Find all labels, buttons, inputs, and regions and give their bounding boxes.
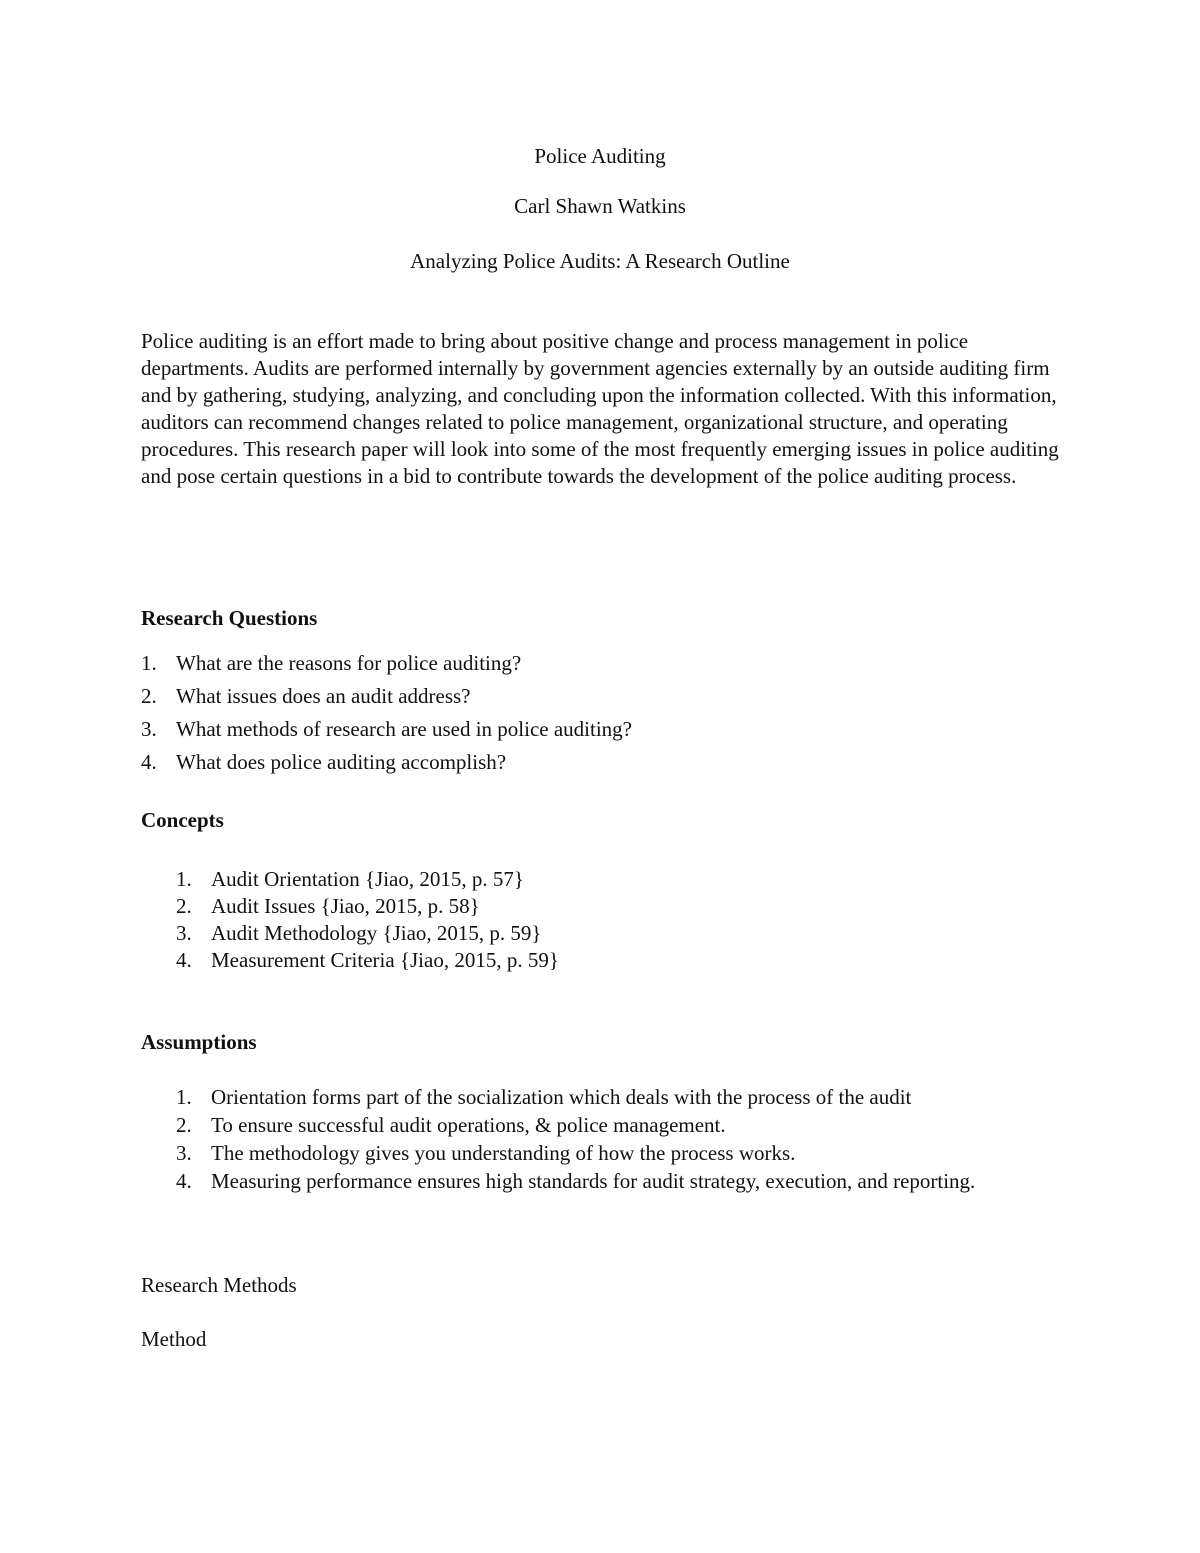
document-subtitle: Analyzing Police Audits: A Research Outline <box>410 249 790 273</box>
concepts-heading: Concepts <box>141 808 224 832</box>
method-label: Method <box>141 1327 207 1351</box>
list-item: 1. Audit Orientation {Jiao, 2015, p. 57} <box>176 867 524 891</box>
assumptions-list <box>176 1084 1016 1196</box>
list-item: 4. What does police auditing accomplish? <box>141 750 507 774</box>
research-methods-heading: Research Methods <box>141 1273 297 1297</box>
research-questions-list <box>141 650 632 782</box>
document-title: Police Auditing <box>534 144 666 168</box>
list-item: 3. The methodology gives you understanding of how the process works. <box>176 1141 796 1165</box>
author-name: Carl Shawn Watkins <box>514 194 686 218</box>
list-item: 2. Audit Issues {Jiao, 2015, p. 58} <box>176 894 480 918</box>
list-item: 1. What are the reasons for police auditing? <box>141 651 522 675</box>
list-item: 4. Measurement Criteria {Jiao, 2015, p. 59} <box>176 948 559 972</box>
list-item: 3. What methods of research are used in police auditing? <box>141 717 632 741</box>
research-questions-heading: Research Questions <box>141 606 318 630</box>
list-item: 2. What issues does an audit address? <box>141 684 471 708</box>
abstract-paragraph: Police auditing is an effort made to bring about positive change and process management in police departments. Audits are performed internally by government agencies externally by an outside auditing firm and by gathering, studying, analyzing, and concluding upon the information collected. With this information, auditors can recommend changes related to police management, organizational structure, and operating procedures. This research paper will look into some of the most frequently emerging issues in police auditing and pose certain questions in a bid to contribute towards the development of the police auditing process. <box>141 329 1059 488</box>
assumptions-heading: Assumptions <box>141 1030 257 1054</box>
list-item: 1. Orientation forms part of the socialization which deals with the process of the audit <box>176 1085 912 1109</box>
concepts-list <box>176 866 559 974</box>
list-item: 4. Measuring performance ensures high standards for audit strategy, execution, and reporting. <box>176 1169 976 1193</box>
list-item: 3. Audit Methodology {Jiao, 2015, p. 59} <box>176 921 542 945</box>
list-item: 2. To ensure successful audit operations, & police management. <box>176 1113 726 1137</box>
